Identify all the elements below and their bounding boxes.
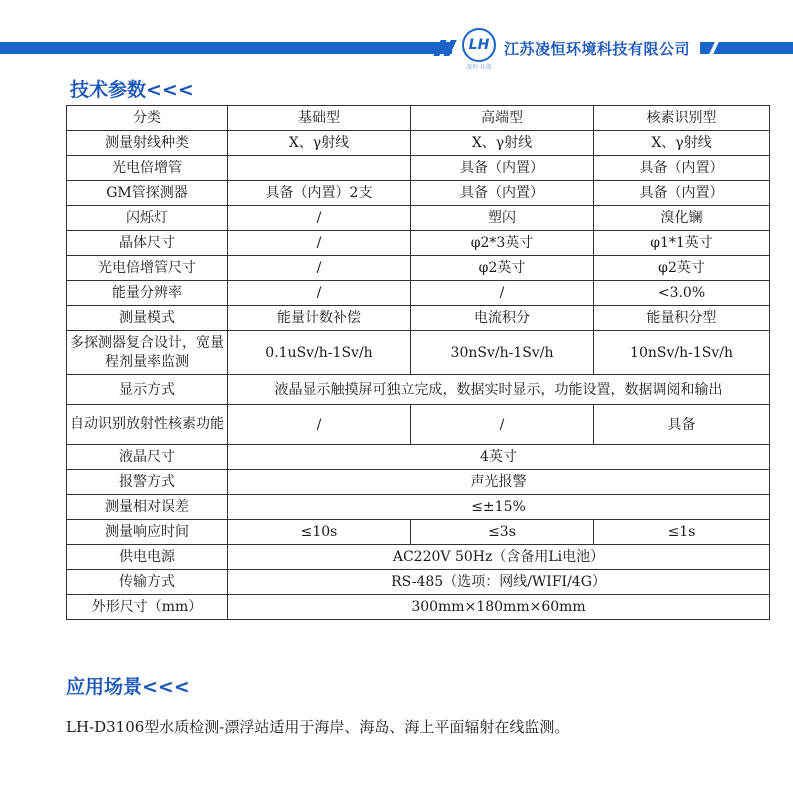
row-label: 供电电源 [67,545,228,570]
table-cell: 具备（内置） [594,156,770,181]
row-label: 光电倍增管尺寸 [67,256,228,281]
table-cell: / [228,231,411,256]
row-label: 光电倍增管 [67,156,228,181]
table-row [67,495,770,520]
row-label: 测量模式 [67,306,228,331]
table-cell: / [411,281,594,306]
table-cell: 液晶显示触摸屏可独立完成，数据实时显示，功能设置，数据调阅和输出 [228,375,770,405]
logo-text: LH [468,37,490,53]
row-label: 测量射线种类 [67,131,228,156]
table-cell: RS-485（选项：网线/WIFI/4G） [228,570,770,595]
table-cell: 4英寸 [228,445,770,470]
company-logo [462,28,496,62]
row-label: 显示方式 [67,375,228,405]
header-cell: 核素识别型 [594,106,770,131]
row-label: 多探测器复合设计，宽量程剂量率监测 [67,331,228,375]
table-cell: 能量计数补偿 [228,306,411,331]
table-row [67,445,770,470]
row-label: 自动识别放射性核素功能 [67,405,228,445]
table-cell: 塑闪 [411,206,594,231]
row-label: 测量响应时间 [67,520,228,545]
table-row [67,470,770,495]
table-row [67,281,770,306]
header-bar-left [0,42,452,54]
table-cell: ≤10s [228,520,411,545]
table-cell: 300mm×180mm×60mm [228,595,770,620]
row-label: 闪烁灯 [67,206,228,231]
logo-subtext: 凌恒·环保 [466,64,492,71]
header-cell: 基础型 [228,106,411,131]
table-cell: / [228,405,411,445]
table-cell: 电流积分 [411,306,594,331]
table-cell: <3.0% [594,281,770,306]
table-row [67,520,770,545]
row-label: 晶体尺寸 [67,231,228,256]
table-row [67,131,770,156]
table-cell: 10nSv/h-1Sv/h [594,331,770,375]
table-cell: AC220V 50Hz（含备用Li电池） [228,545,770,570]
row-label: 外形尺寸（mm） [67,595,228,620]
table-row [67,375,770,405]
company-name: 江苏凌恒环境科技有限公司 [504,40,691,58]
table-cell: φ1*1英寸 [594,231,770,256]
table-cell: 0.1uSv/h-1Sv/h [228,331,411,375]
table-cell: X、γ射线 [594,131,770,156]
table-cell: φ2英寸 [594,256,770,281]
table-row [67,231,770,256]
table-cell: X、γ射线 [228,131,411,156]
row-label: 液晶尺寸 [67,445,228,470]
table-cell: 具备（内置） [411,181,594,206]
row-label: GM管探测器 [67,181,228,206]
table-row [67,545,770,570]
table-row [67,181,770,206]
row-label: 测量相对误差 [67,495,228,520]
spec-table [66,105,770,620]
row-label: 报警方式 [67,470,228,495]
table-row [67,595,770,620]
table-row [67,206,770,231]
header-cell: 分类 [67,106,228,131]
table-cell: 具备 [594,405,770,445]
table-cell: 溴化镧 [594,206,770,231]
table-header-row [67,106,770,131]
table-cell: X、γ射线 [411,131,594,156]
table-cell: 具备（内置） [594,181,770,206]
table-row [67,256,770,281]
table-cell: 具备（内置） [411,156,594,181]
table-cell: 30nSv/h-1Sv/h [411,331,594,375]
row-label: 能量分辨率 [67,281,228,306]
table-row [67,405,770,445]
table-row [67,331,770,375]
table-cell: / [228,256,411,281]
header-cell: 高端型 [411,106,594,131]
table-cell: ≤1s [594,520,770,545]
table-cell: ≤±15% [228,495,770,520]
table-row [67,156,770,181]
table-cell: 声光报警 [228,470,770,495]
application-title: 应用场景<<< [66,676,190,698]
table-cell: 能量积分型 [594,306,770,331]
table-cell: / [228,281,411,306]
table-cell: 具备（内置）2支 [228,181,411,206]
table-cell: φ2*3英寸 [411,231,594,256]
table-cell: φ2英寸 [411,256,594,281]
table-row [67,306,770,331]
row-label: 传输方式 [67,570,228,595]
table-cell: / [228,206,411,231]
tech-params-title: 技术参数<<< [70,79,194,101]
application-description: LH-D3106型水质检测-漂浮站适用于海岸、海岛、海上平面辐射在线监测。 [66,718,570,736]
table-cell: ≤3s [411,520,594,545]
table-cell: / [411,405,594,445]
table-cell [228,156,411,181]
table-row [67,570,770,595]
